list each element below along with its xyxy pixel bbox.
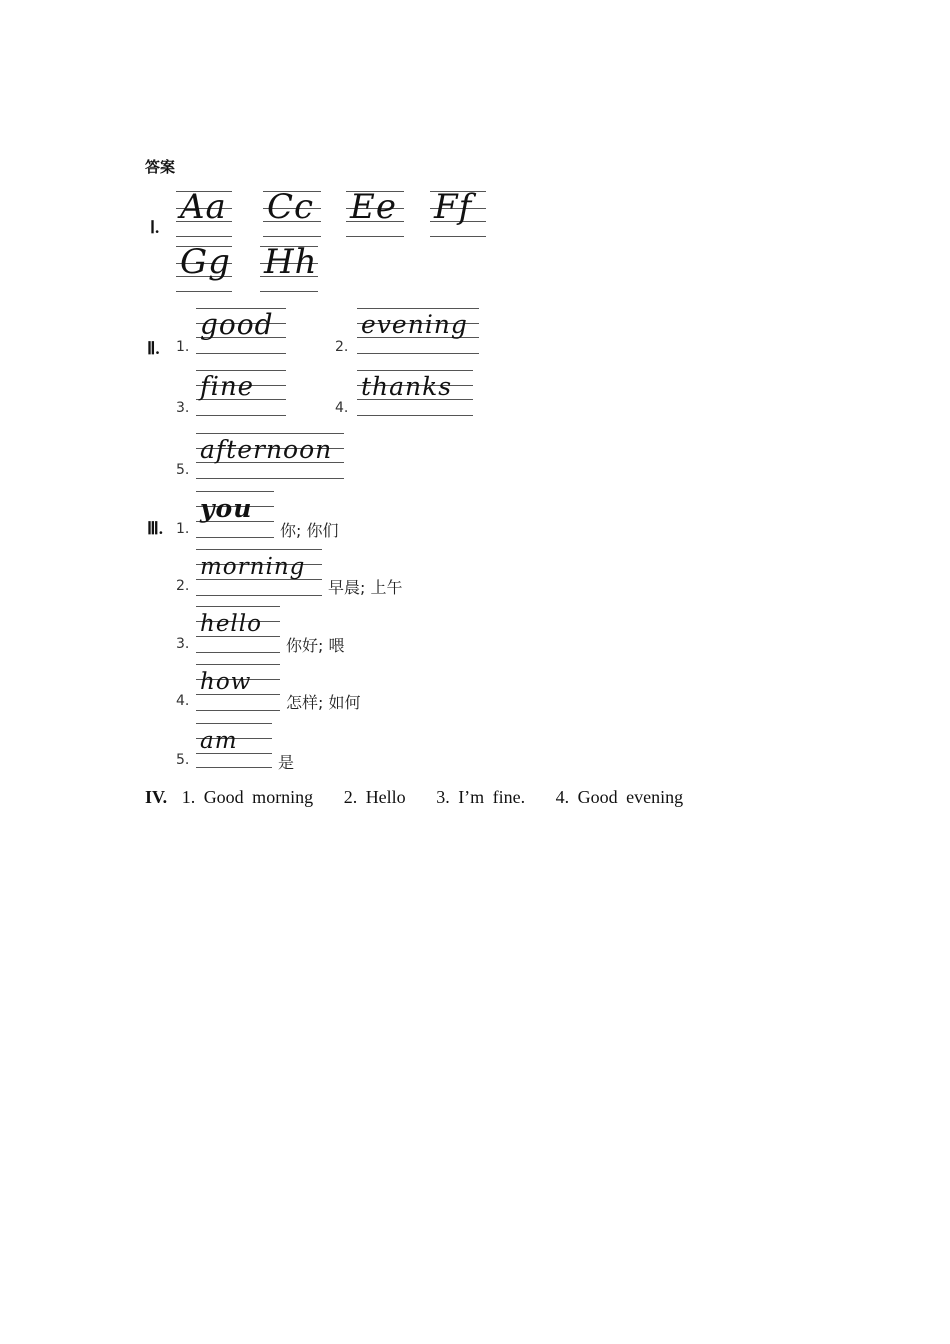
- letter-box-ee: Ee: [346, 188, 404, 240]
- section-4-item-2: 2. Hello: [343, 787, 406, 807]
- section-3-item-5-writing: am: [196, 720, 272, 770]
- section-2-item-1-number: 1.: [176, 339, 190, 355]
- section-3-item-3-number: 3.: [176, 636, 190, 652]
- section-4-label: IV.: [145, 787, 168, 807]
- section-2-item-2-writing: evening: [357, 306, 479, 356]
- section-4-item-1: 1. Good morning: [181, 787, 314, 807]
- section-2-item-3-number: 3.: [176, 400, 190, 416]
- letter-box-cc: Cc: [263, 188, 321, 240]
- page-title: 答案: [145, 158, 176, 176]
- section-2-item-2-number: 2.: [335, 339, 349, 355]
- section-3-item-3-meaning: 你好; 喂: [286, 636, 345, 655]
- letter-box-ff: Ff: [430, 188, 486, 240]
- section-3-item-2-number: 2.: [176, 578, 190, 594]
- section-2-item-4-number: 4.: [335, 400, 349, 416]
- letter-box-aa: Aa: [176, 188, 232, 240]
- section-3-label: Ⅲ.: [147, 519, 163, 538]
- section-3-item-1-writing: you: [196, 488, 274, 540]
- section-3-item-2-writing: morning: [196, 546, 322, 598]
- section-2-label: Ⅱ.: [147, 339, 160, 358]
- section-3-item-2-meaning: 早晨; 上午: [328, 578, 403, 597]
- section-3-item-3-writing: hello: [196, 603, 280, 655]
- section-4-answers: [145, 787, 709, 808]
- section-3-item-4-writing: how: [196, 661, 280, 713]
- section-3-item-4-meaning: 怎样; 如何: [286, 693, 361, 712]
- letter-box-gg: Gg: [176, 243, 232, 295]
- section-2-item-3-writing: fine: [196, 368, 286, 418]
- section-3-item-1-meaning: 你; 你们: [280, 521, 339, 540]
- section-2-item-4-writing: thanks: [357, 368, 473, 418]
- section-4-item-4: 4. Good evening: [555, 787, 684, 807]
- letter-box-hh: Hh: [260, 243, 318, 295]
- section-3-item-5-number: 5.: [176, 752, 190, 768]
- section-2-item-5-number: 5.: [176, 462, 190, 478]
- section-4-item-3: 3. I’m fine.: [436, 787, 526, 807]
- section-1-label: Ⅰ.: [150, 218, 160, 237]
- section-3-item-5-meaning: 是: [278, 753, 295, 772]
- section-3-item-1-number: 1.: [176, 521, 190, 537]
- section-3-item-4-number: 4.: [176, 693, 190, 709]
- section-2-item-1-writing: good: [196, 306, 286, 356]
- section-2-item-5-writing: afternoon: [196, 431, 344, 481]
